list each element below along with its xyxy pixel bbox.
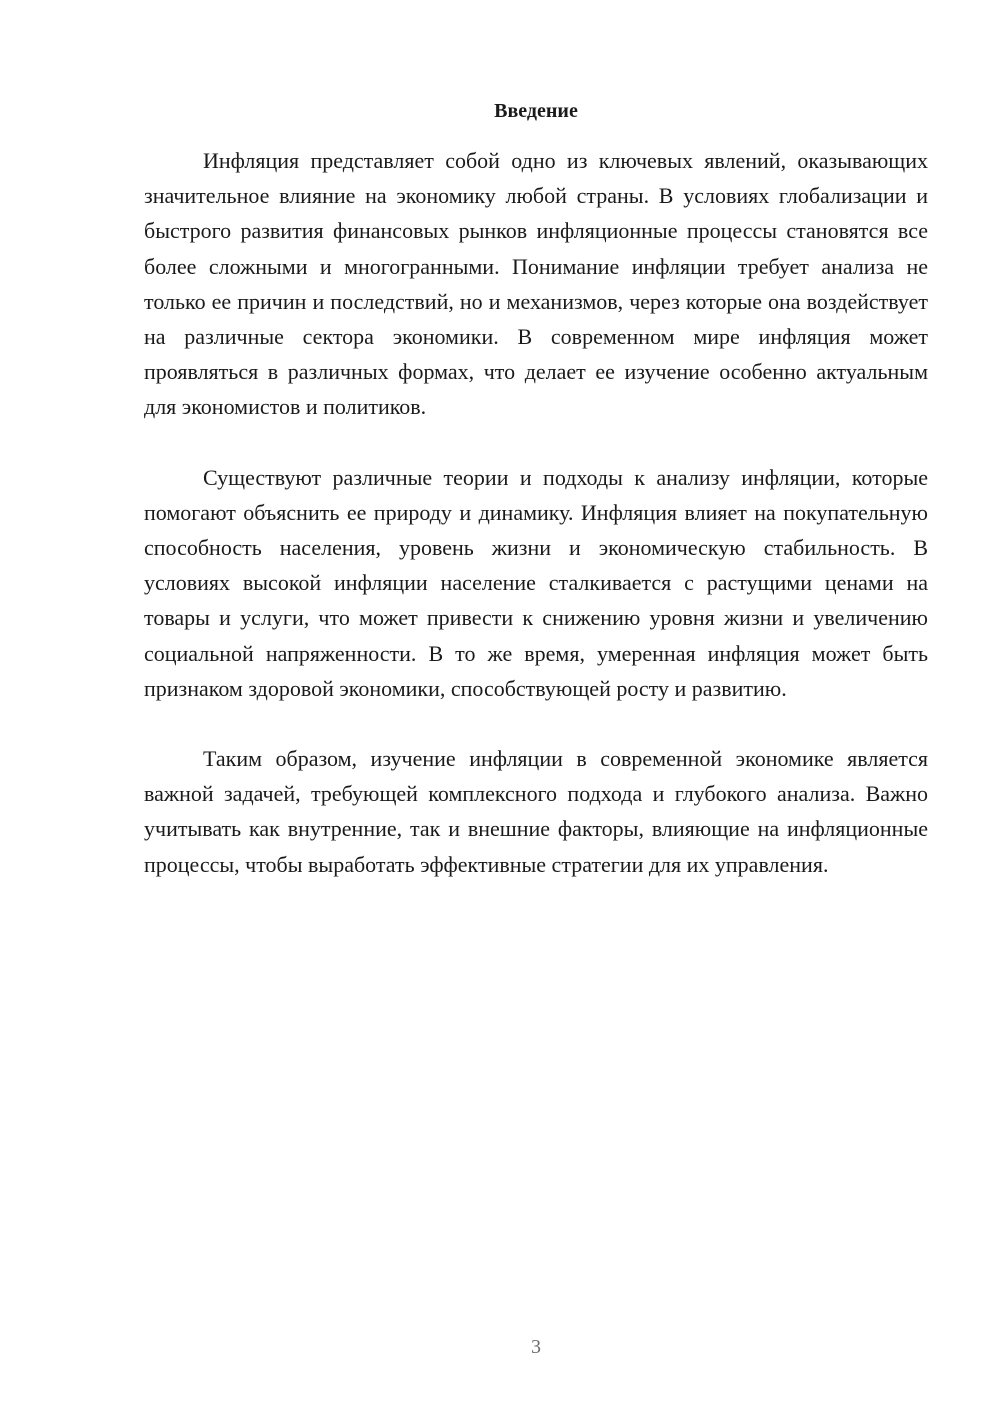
paragraph-1: Инфляция представляет собой одно из ключевых явлений, оказывающих значительное влияние на экономику любой страны. В условиях глобализации и быстрого развития финансовых рынков инфляционные процессы становятся все более сложными и многогранными. Понимание инфляции требует анализа не только ее причин и последствий, но и механизмов, через которые она воздействует на различные сектора экономики. В современном мире инфляция может проявляться в различных формах, что делает ее изучение особенно актуальным для экономистов и политиков. bbox=[144, 148, 928, 420]
paragraph-2: Существуют различные теории и подходы к анализу инфляции, которые помогают объяснить ее природу и динамику. Инфляция влияет на покупательную способность населения, уровень жизни и экономическую стабильность. В условиях высокой инфляции население сталкивается с растущими ценами на товары и услуги, что может привести к снижению уровня жизни и увеличению социальной напряженности. В то же время, умеренная инфляция может быть признаком здоровой экономики, способствующей росту и развитию. bbox=[144, 464, 928, 701]
page-number: 3 bbox=[531, 1336, 541, 1358]
document-body bbox=[144, 143, 928, 917]
section-title: Введение bbox=[494, 100, 578, 122]
paragraph-3: Таким образом, изучение инфляции в современной экономике является важной задачей, требующей комплексного подхода и глубокого анализа. Важно учитывать как внутренние, так и внешние факторы, влияющие на инфляционные процессы, чтобы выработать эффективные стратегии для их управления. bbox=[144, 746, 928, 877]
